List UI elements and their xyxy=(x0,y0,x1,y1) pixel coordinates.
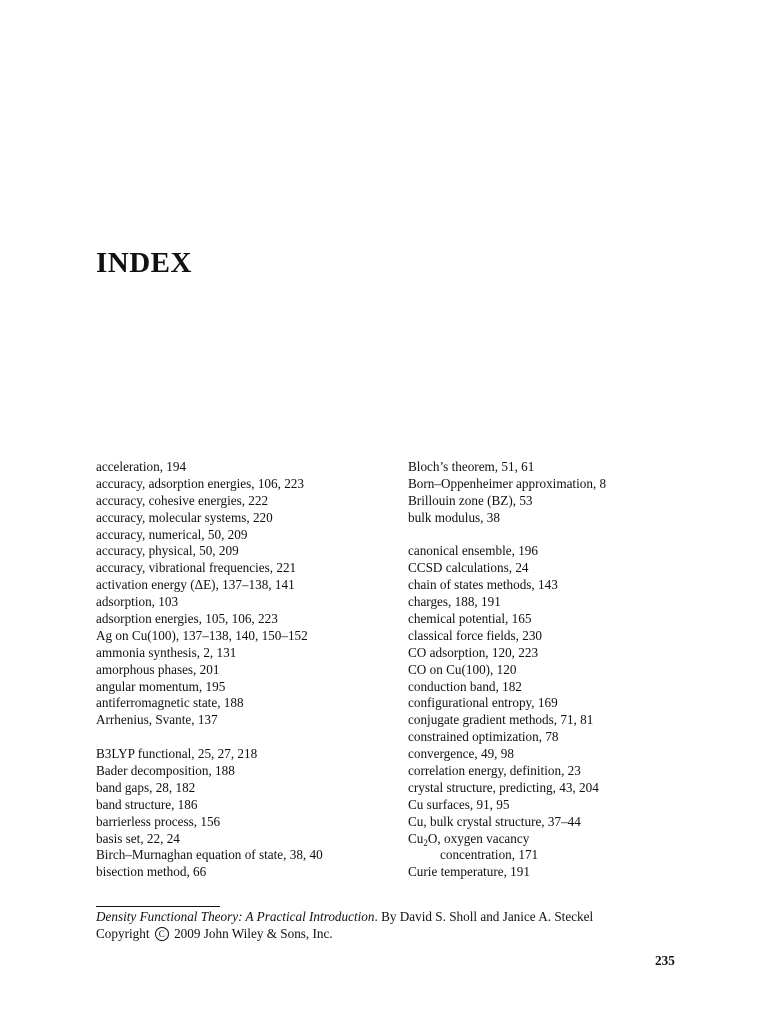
index-entry: crystal structure, predicting, 43, 204 xyxy=(408,779,599,795)
index-entry: barrierless process, 156 xyxy=(96,813,221,829)
section-gap xyxy=(408,527,698,544)
index-entry: chain of states methods, 143 xyxy=(408,577,558,593)
index-entry-cu2o: $Cu_2O$, oxygen vacancy xyxy=(408,830,530,848)
book-title: Density Functional Theory: A Practical Introduction xyxy=(96,909,375,924)
index-entry: Brillouin zone (BZ), 53 xyxy=(408,492,533,508)
index-entry: constrained optimization, 78 xyxy=(408,729,559,745)
index-entry: configurational entropy, 169 xyxy=(408,695,558,711)
index-entry: canonical ensemble, 196 xyxy=(408,543,538,559)
index-entry: conjugate gradient methods, 71, 81 xyxy=(408,712,594,728)
index-entry-cu2o-continuation: concentration, 171 xyxy=(440,847,539,863)
index-entry: bulk modulus, 38 xyxy=(408,509,500,525)
index-entry: accuracy, molecular systems, 220 xyxy=(96,509,273,525)
index-entry: classical force fields, 230 xyxy=(408,627,543,643)
index-entry: band structure, 186 xyxy=(96,796,198,812)
footnote-citation xyxy=(96,909,593,926)
index-entry: convergence, 49, 98 xyxy=(408,746,514,762)
footnote xyxy=(96,909,593,943)
index-entry: accuracy, numerical, 50, 209 xyxy=(96,526,248,542)
index-entry: amorphous phases, 201 xyxy=(96,661,220,677)
index-entry: chemical potential, 165 xyxy=(408,611,532,627)
index-entry: Cu surfaces, 91, 95 xyxy=(408,796,510,812)
index-entry: CCSD calculations, 24 xyxy=(408,560,529,576)
index-column-left xyxy=(96,459,396,881)
index-entry: band gaps, 28, 182 xyxy=(96,779,196,795)
index-entry: Cu, bulk crystal structure, 37–44 xyxy=(408,813,581,829)
index-entry: antiferromagnetic state, 188 xyxy=(96,695,244,711)
index-entry: CO on Cu(100), 120 xyxy=(408,661,517,677)
index-entry: angular momentum, 195 xyxy=(96,678,226,694)
index-entry: accuracy, vibrational frequencies, 221 xyxy=(96,560,297,576)
index-entry: Curie temperature, 191 xyxy=(408,864,530,880)
index-entry: accuracy, physical, 50, 209 xyxy=(96,543,239,559)
copyright-icon: C xyxy=(155,927,169,941)
index-entry: ammonia synthesis, 2, 131 xyxy=(96,644,237,660)
index-entry: CO adsorption, 120, 223 xyxy=(408,644,539,660)
index-entry: Arrhenius, Svante, 137 xyxy=(96,712,218,728)
page-title: INDEX xyxy=(96,247,192,279)
footnote-copyright: Copyright C 2009 John Wiley & Sons, Inc. xyxy=(96,925,333,941)
index-entry: Born–Oppenheimer approximation, 8 xyxy=(408,475,607,491)
index-entry: charges, 188, 191 xyxy=(408,594,501,610)
book-authors: . By David S. Sholl and Janice A. Steckel xyxy=(374,909,594,924)
index-entry: activation energy (ΔE), 137–138, 141 xyxy=(96,577,295,593)
index-entry: Ag on Cu(100), 137–138, 140, 150–152 xyxy=(96,627,308,643)
index-entry: adsorption, 103 xyxy=(96,594,179,610)
section-gap xyxy=(96,729,396,746)
index-entry: acceleration, 194 xyxy=(96,459,187,474)
index-entry: adsorption energies, 105, 106, 223 xyxy=(96,611,278,627)
index-entry: B3LYP functional, 25, 27, 218 xyxy=(96,746,258,762)
index-entry: Bader decomposition, 188 xyxy=(96,763,235,779)
index-entry: accuracy, adsorption energies, 106, 223 xyxy=(96,475,304,491)
index-entry: basis set, 22, 24 xyxy=(96,830,180,846)
index-entry: conduction band, 182 xyxy=(408,678,522,694)
page-number: 235 xyxy=(655,953,675,968)
index-entry: correlation energy, definition, 23 xyxy=(408,763,581,779)
index-entry: accuracy, cohesive energies, 222 xyxy=(96,492,269,508)
index-entry: Bloch’s theorem, 51, 61 xyxy=(408,459,535,474)
index-entry: Birch–Murnaghan equation of state, 38, 40 xyxy=(96,847,323,863)
index-column-right xyxy=(408,459,698,881)
index-entry: bisection method, 66 xyxy=(96,864,207,880)
footnote-rule xyxy=(96,906,220,907)
